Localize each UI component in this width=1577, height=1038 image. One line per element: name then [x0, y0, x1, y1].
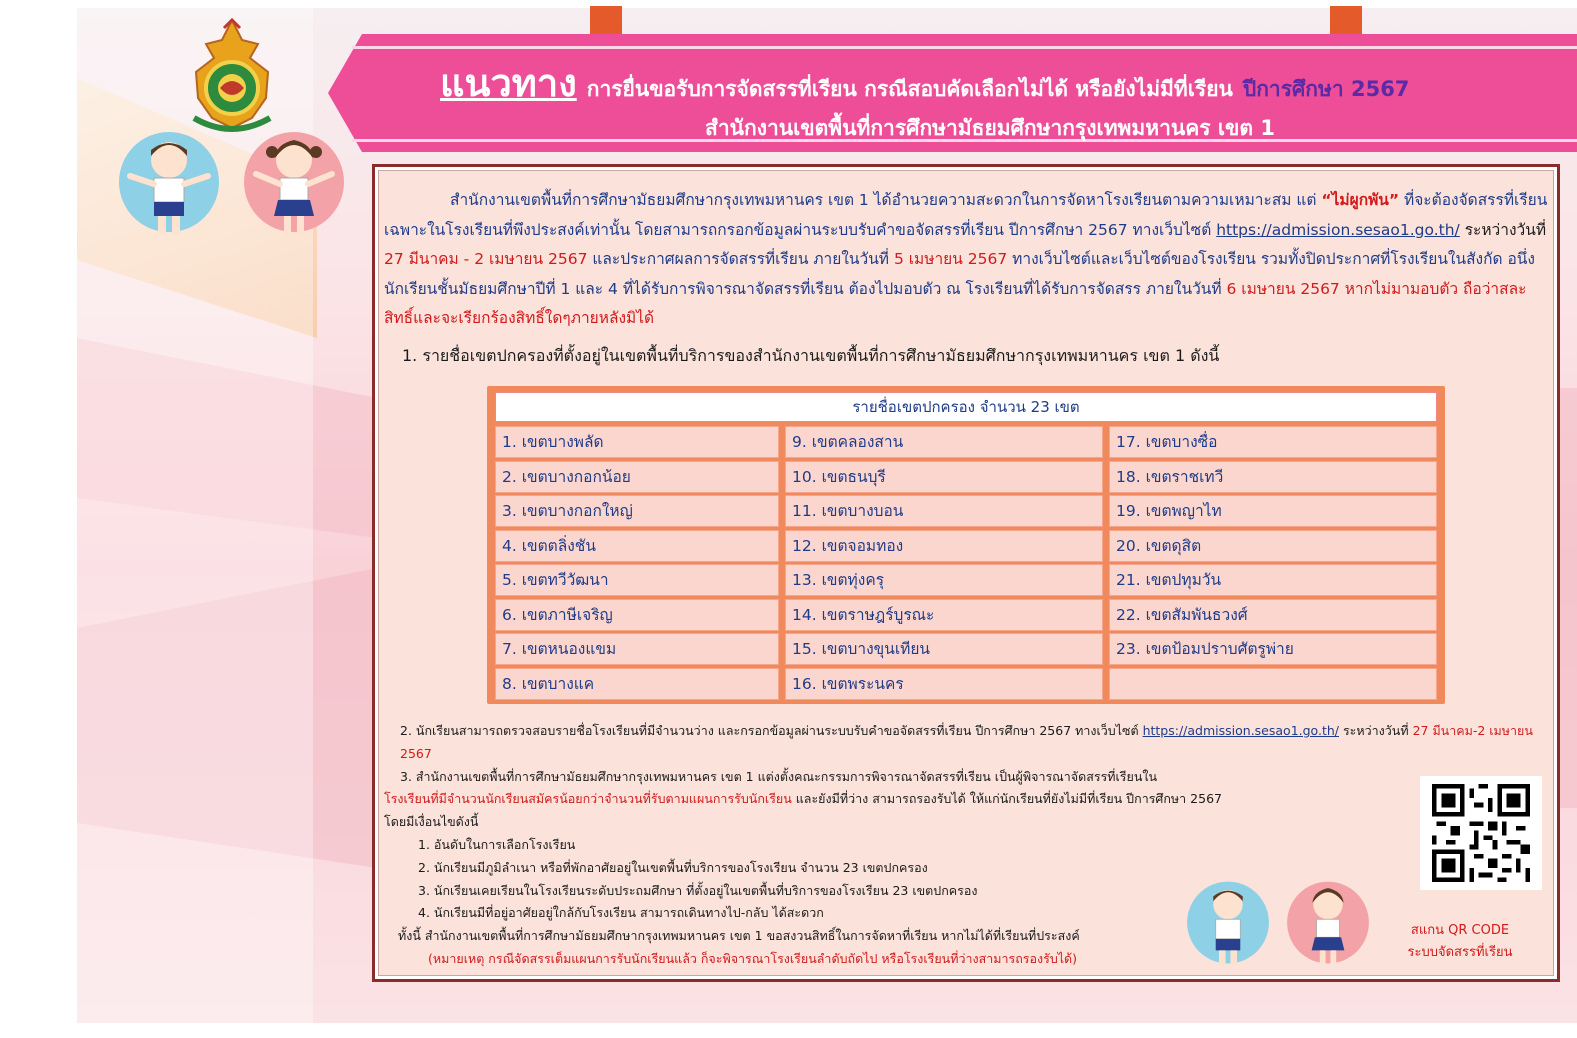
intro-dates: 27 มีนาคม - 2 เมษายน 2567 — [384, 250, 588, 268]
item-2-text: 2. นักเรียนสามารถตรวจสอบรายชื่อโรงเรียนที่มีจำนวนว่าง และกรอกข้อมูลผ่านระบบรับคำขอจัดสรรที่เรียน ปีการศึกษา 2567 ทางเว็บไซต์ — [400, 723, 1143, 738]
title-year: ปีการศึกษา 2567 — [1242, 77, 1410, 101]
item-3-cont — [384, 788, 1554, 811]
table-row — [495, 530, 1437, 562]
table-cell: 11. เขตบางบอน — [785, 495, 1103, 527]
student-girl-cartoon — [1282, 880, 1374, 970]
qr-caption-line: ระบบจัดสรรที่เรียน — [1407, 945, 1513, 960]
condition-item: 2. นักเรียนมีภูมิลำเนา หรือที่พักอาศัยอยู่ในเขตพื้นที่บริการของโรงเรียน จำนวน 23 เขตปกครอง — [418, 859, 928, 875]
table-row — [495, 668, 1437, 700]
admission-link[interactable]: https://admission.sesao1.go.th/ — [1216, 220, 1460, 239]
district-table — [495, 426, 1437, 702]
table-cell: 2. เขตบางกอกน้อย — [495, 461, 779, 493]
item-3-text: และยังมีที่ว่าง สามารถรองรับได้ ให้แก่นักเรียนที่ยังไม่มีที่เรียน ปีการศึกษา 2567 — [791, 791, 1222, 807]
table-row — [495, 426, 1437, 458]
title-text: การยื่นขอรับการจัดสรรที่เรียน กรณีสอบคัดเลือกไม่ได้ หรือยังไม่มีที่เรียน — [586, 77, 1233, 101]
student-boy-cartoon — [1184, 880, 1272, 970]
intro-text: ทางเว็บไซต์และเว็บไซต์ของโรงเรียน รวมทั้งปิดประกาศที่โรงเรียนในสังกัด อนึ่ง นักเรียนชั้นมัธยมศึกษาปีที่ 1 และ 4 ที่ได้รับการพิจารณาจัดสรรที่เรียน ต้องไปมอบตัว ณ โรงเรียนที่ได้รับการจัดสรร ภายในวันที่ — [384, 250, 1535, 298]
table-cell: 10. เขตธนบุรี — [785, 461, 1103, 493]
table-cell: 17. เขตบางซื่อ — [1109, 426, 1437, 458]
table-row — [495, 495, 1437, 527]
qr-caption — [1390, 920, 1530, 964]
condition-item: 3. นักเรียนเคยเรียนในโรงเรียนระดับประถมศึกษา ที่ตั้งอยู่ในเขตพื้นที่บริการของโรงเรียน 23 เขตปกครอง — [418, 882, 978, 898]
item-3-text: 3. สำนักงานเขตพื้นที่การศึกษามัธยมศึกษากรุงเทพมหานคร เขต 1 แต่งตั้งคณะกรรมการพิจารณาจัดสรรที่เรียน เป็นผู้พิจารณาจัดสรรที่เรียนใน — [400, 768, 1158, 784]
condition-item: 4. นักเรียนมีที่อยู่อาศัยอยู่ใกล้กับโรงเรียน สามารถเดินทางไป-กลับ ได้สะดวก — [418, 905, 824, 921]
table-cell — [1109, 668, 1437, 700]
intro-paragraph — [384, 186, 1550, 334]
table-cell: 7. เขตหนองแขม — [495, 633, 779, 665]
table-cell: 5. เขตทวีวัฒนา — [495, 564, 779, 596]
item-2-text: ระหว่างวันที่ — [1339, 723, 1413, 738]
item-3 — [384, 766, 1554, 789]
table-cell: 16. เขตพระนคร — [785, 668, 1103, 700]
title-main-word: แนวทาง — [440, 61, 577, 105]
table-cell: 9. เขตคลองสาน — [785, 426, 1103, 458]
table-cell: 4. เขตตลิ่งชัน — [495, 530, 779, 562]
table-cell: 18. เขตราชเทวี — [1109, 461, 1437, 493]
remark: (หมายเหตุ กรณีจัดสรรเต็มแผนการรับนักเรียนแล้ว ก็จะพิจารณาโรงเรียนลำดับถัดไป หรือโรงเรียนที่ว่างสามารถรองรับได้) — [428, 950, 1078, 966]
qr-code-icon — [1430, 784, 1532, 882]
table-cell: 12. เขตจอมทอง — [785, 530, 1103, 562]
intro-date: 5 เมษายน 2567 — [893, 250, 1008, 268]
intro-emphasis: “ไม่ผูกพัน” — [1321, 191, 1400, 209]
page-subtitle: สำนักงานเขตพื้นที่การศึกษามัธยมศึกษากรุงเทพมหานคร เขต 1 — [705, 116, 1275, 140]
table-cell: 14. เขตราษฎร์บูรณะ — [785, 599, 1103, 631]
intro-text: และประกาศผลการจัดสรรที่เรียน ภายในวันที่ — [587, 250, 894, 268]
table-cell: 20. เขตดุสิต — [1109, 530, 1437, 562]
table-cell: 3. เขตบางกอกใหญ่ — [495, 495, 779, 527]
item-2-dates: 27 มีนาคม-2 เมษายน 2567 — [400, 723, 1533, 761]
table-cell: 1. เขตบางพลัด — [495, 426, 779, 458]
table-row — [495, 461, 1437, 493]
table-row — [495, 633, 1437, 665]
condition-item: 1. อันดับในการเลือกโรงเรียน — [418, 836, 576, 852]
table-row — [495, 599, 1437, 631]
notes-section — [384, 720, 1554, 971]
table-cell: 6. เขตภาษีเจริญ — [495, 599, 779, 631]
intro-text: ที่จะต้องจัดสรรที่เรียน เฉพาะในโรงเรียนที่พึงประสงค์เท่านั้น โดยสามารถกรอกข้อมูลผ่านระบบรับคำขอจัดสรรที่เรียน ปีการศึกษา 2567 ทางเว็บไซต์ — [384, 191, 1548, 239]
student-boy-cartoon — [116, 130, 222, 240]
district-table-header: รายชื่อเขตปกครอง จำนวน 23 เขต — [495, 392, 1437, 422]
banner-tab-decoration — [1330, 6, 1362, 34]
table-cell: 8. เขตบางแค — [495, 668, 779, 700]
table-cell: 15. เขตบางขุนเทียน — [785, 633, 1103, 665]
admission-link-2[interactable]: https://admission.sesao1.go.th/ — [1142, 723, 1339, 738]
student-girl-cartoon — [238, 130, 350, 240]
item-1-heading: 1. รายชื่อเขตปกครองที่ตั้งอยู่ในเขตพื้นที่บริการของสำนักงานเขตพื้นที่การศึกษามัธยมศึกษากรุงเทพมหานคร เขต 1 ดังนี้ — [402, 346, 1220, 365]
table-cell: 19. เขตพญาไท — [1109, 495, 1437, 527]
intro-text: ระหว่างวันที่ — [1459, 220, 1547, 239]
item-2 — [384, 720, 1554, 766]
banner-tab-decoration — [590, 6, 622, 34]
table-cell: 22. เขตสัมพันธวงศ์ — [1109, 599, 1437, 631]
intro-text: สำนักงานเขตพื้นที่การศึกษามัธยมศึกษากรุงเทพมหานคร เขต 1 ได้อำนวยความสะดวกในการจัดหาโรงเรียนตามความเหมาะสม แต่ — [450, 191, 1322, 209]
table-row — [495, 564, 1437, 596]
qr-caption-line: สแกน QR CODE — [1410, 923, 1510, 938]
item-3-conditions-intro: โดยมีเงื่อนไขดังนี้ — [384, 814, 479, 830]
item-3-emphasis: โรงเรียนที่มีจำนวนนักเรียนสมัครน้อยกว่าจำนวนที่รับตามแผนการรับนักเรียน — [384, 791, 792, 807]
page-title — [440, 52, 1560, 105]
closing-statement: ทั้งนี้ สำนักงานเขตพื้นที่การศึกษามัธยมศึกษากรุงเทพมหานคร เขต 1 ขอสงวนสิทธิ์ในการจัดหาที่เรียน หากไม่ได้ที่เรียนที่ประสงค์ — [398, 928, 1080, 944]
qr-code[interactable] — [1420, 776, 1542, 890]
table-cell: 21. เขตปทุมวัน — [1109, 564, 1437, 596]
table-cell: 23. เขตป้อมปราบศัตรูพ่าย — [1109, 633, 1437, 665]
intro-warning: 6 เมษายน 2567 หากไม่มามอบตัว ถือว่าสละสิทธิ์และจะเรียกร้องสิทธิ์ใดๆภายหลังมิได้ — [384, 279, 1527, 327]
school-emblem-logo — [180, 18, 284, 136]
table-cell: 13. เขตทุ่งครุ — [785, 564, 1103, 596]
